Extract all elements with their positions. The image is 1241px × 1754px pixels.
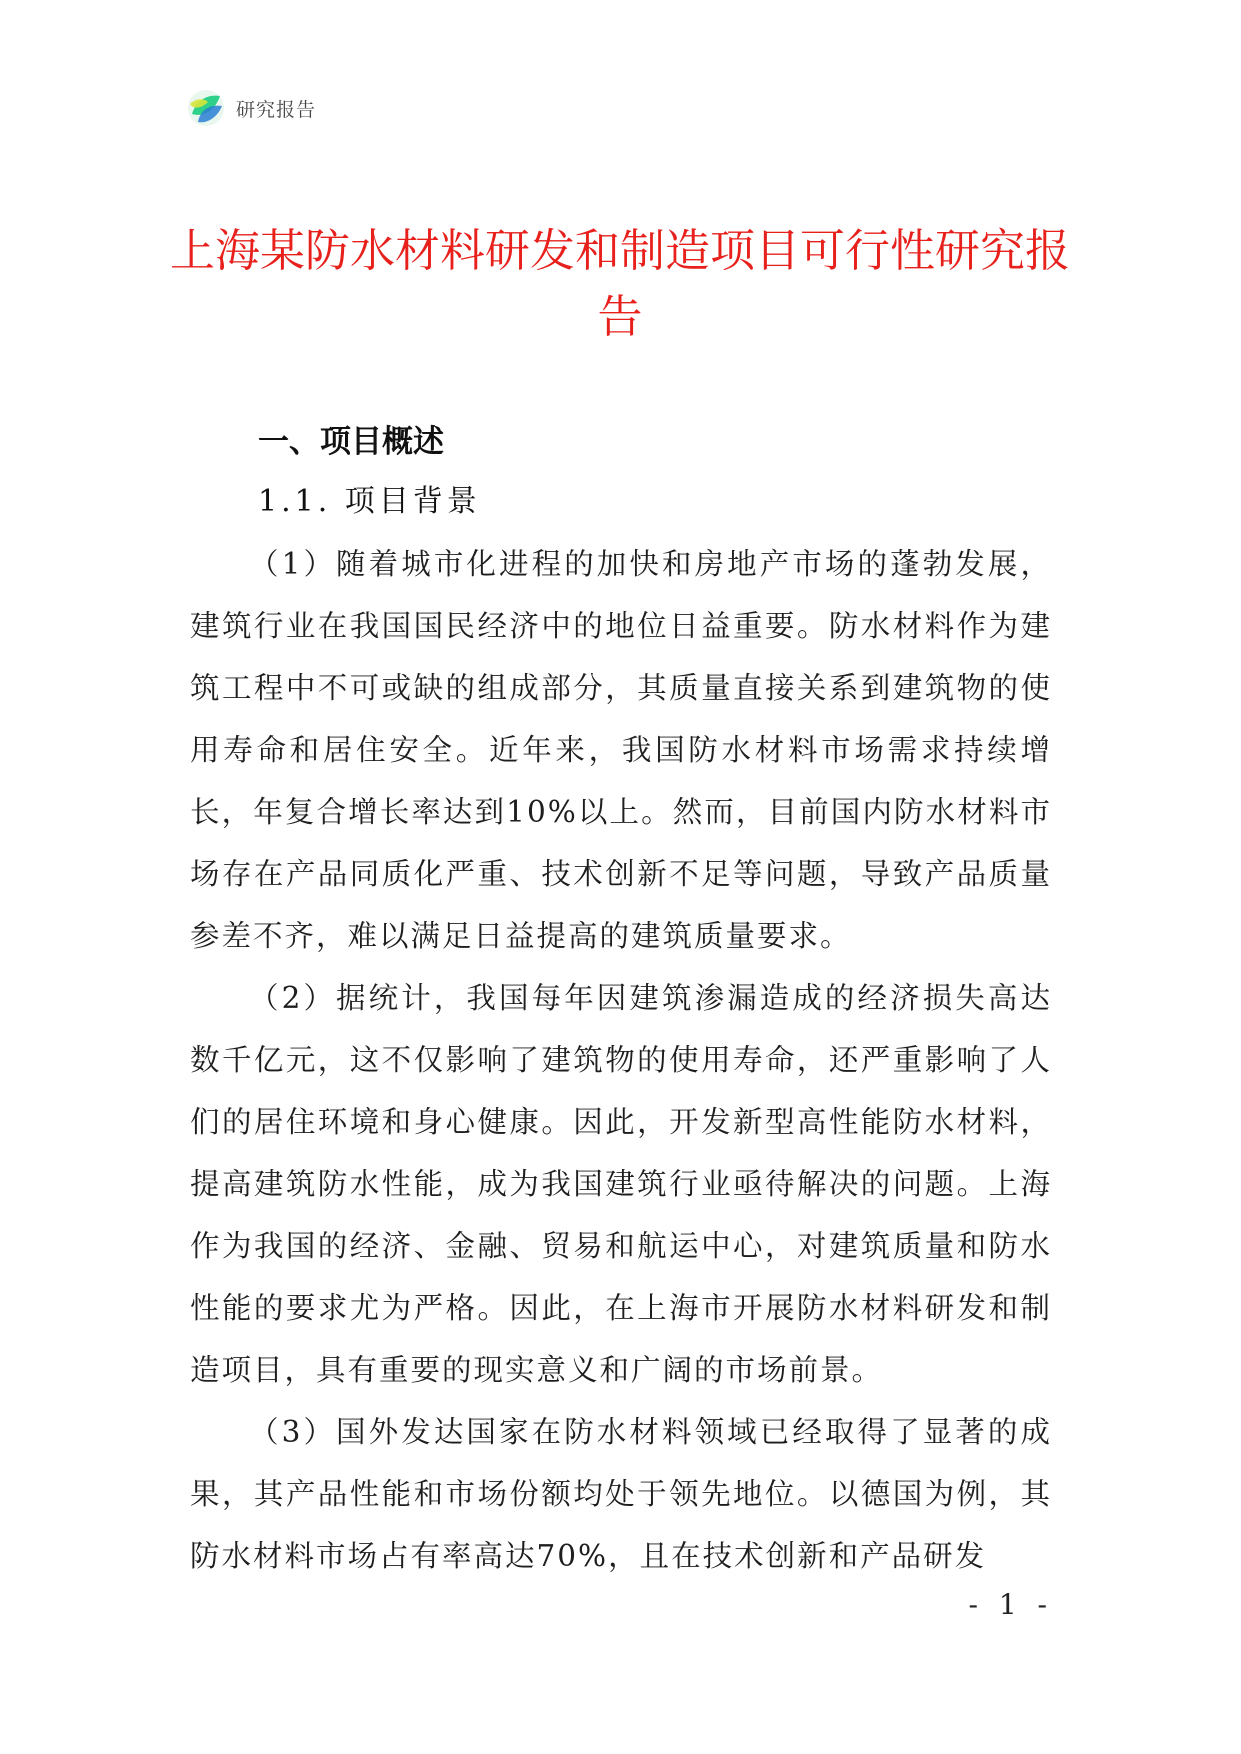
paragraph-2: （2）据统计，我国每年因建筑渗漏造成的经济损失高达数千亿元，这不仅影响了建筑物的使用寿命，还严重影响了人们的居住环境和身心健康。因此，开发新型高性能防水材料，提高建筑防水性能，成为我国建筑行业亟待解决的问题。上海作为我国的经济、金融、贸易和航运中心，对建筑质量和防水性能的要求尤为严格。因此，在上海市开展防水材料研发和制造项目，具有重要的现实意义和广阔的市场前景。	[190, 981, 1052, 1387]
header-text: 研究报告	[236, 98, 317, 121]
paragraph-3: （3）国外发达国家在防水材料领域已经取得了显著的成果，其产品性能和市场份额均处于领先地位。以德国为例，其防水材料市场占有率高达70%，且在技术创新和产品研发	[190, 1415, 1052, 1573]
page-header	[186, 88, 316, 128]
section-heading: 一、项目概述	[258, 424, 444, 460]
leaf-logo-icon	[186, 88, 226, 128]
page-number: - 1 -	[968, 1588, 1053, 1621]
document-title: 上海某防水材料研发和制造项目可行性研究报告	[169, 224, 1070, 343]
sub-heading: 1.1. 项目背景	[258, 484, 481, 519]
paragraph-1: （1）随着城市化进程的加快和房地产市场的蓬勃发展，建筑行业在我国国民经济中的地位日益重要。防水材料作为建筑工程中不可或缺的组成部分，其质量直接关系到建筑物的使用寿命和居住安全。近年来，我国防水材料市场需求持续增长，年复合增长率达到10%以上。然而，目前国内防水材料市场存在产品同质化严重、技术创新不足等问题，导致产品质量参差不齐，难以满足日益提高的建筑质量要求。	[190, 547, 1052, 953]
body-text	[190, 533, 1052, 1587]
